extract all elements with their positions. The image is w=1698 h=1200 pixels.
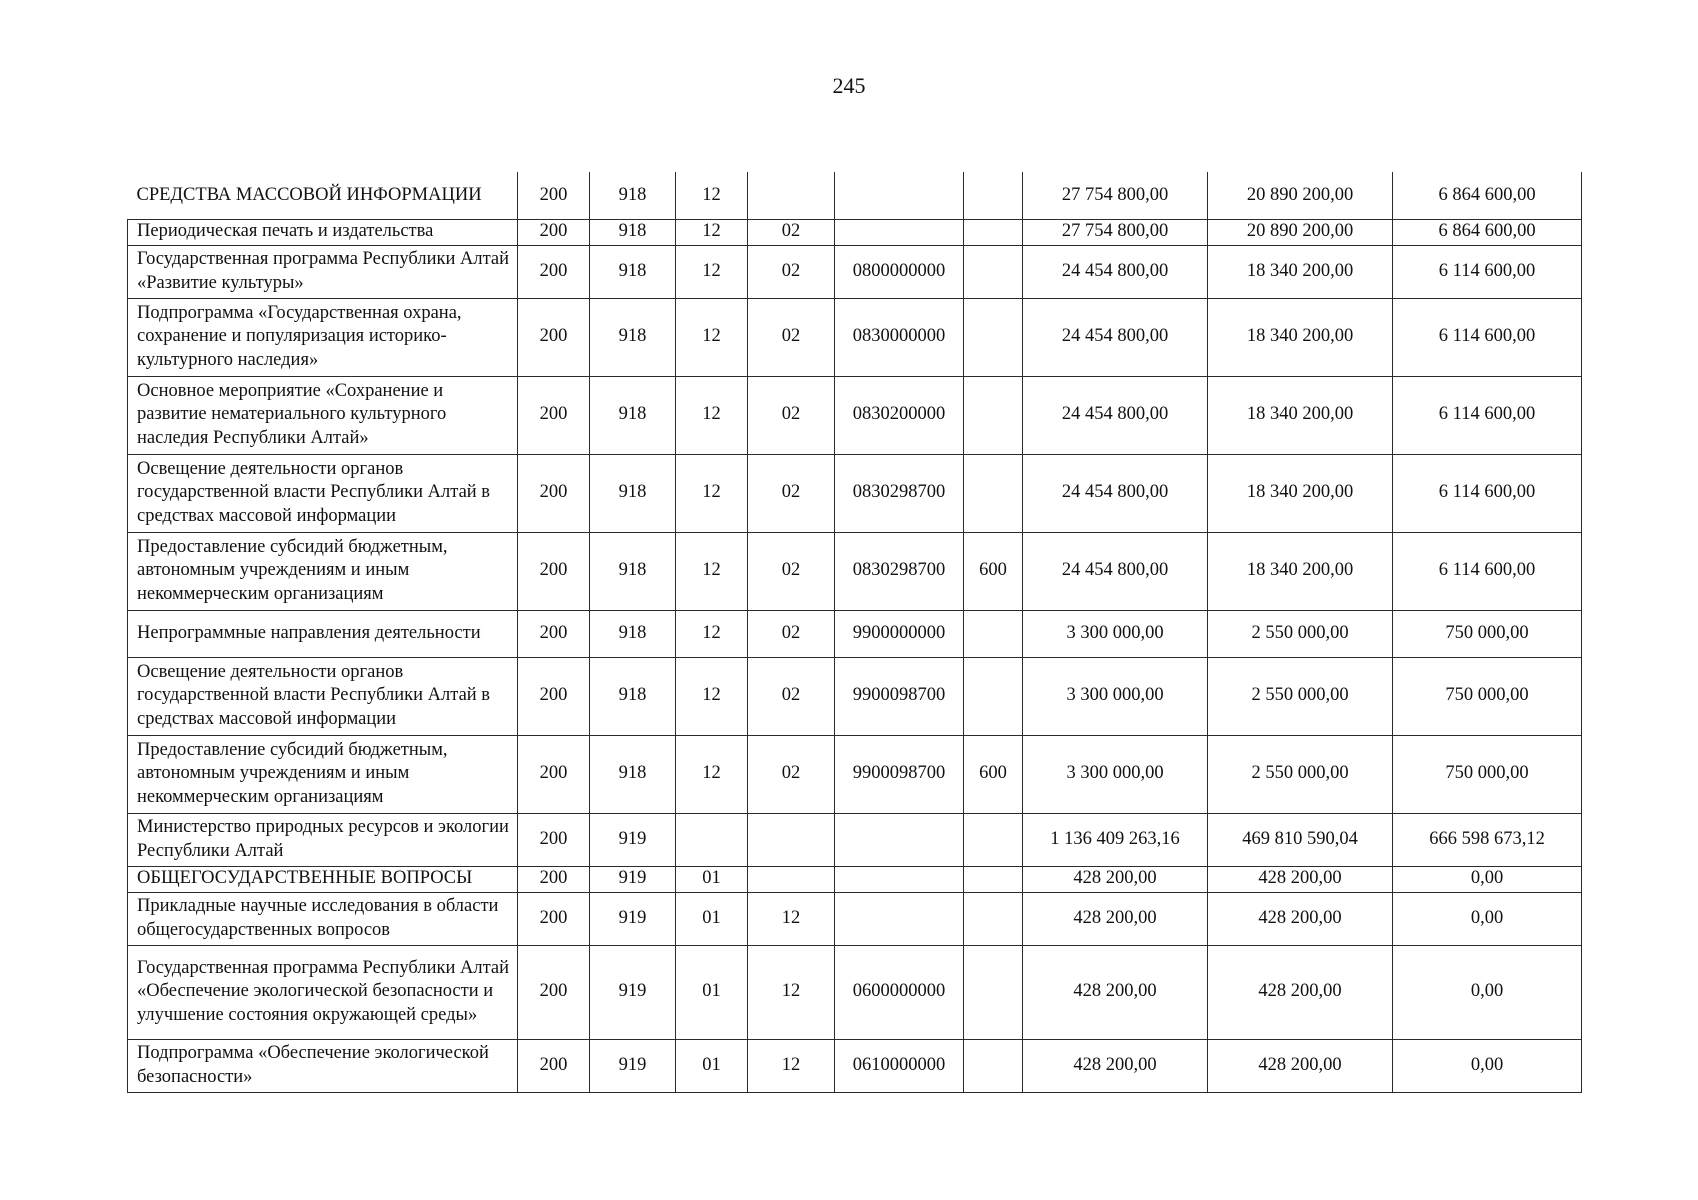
cell-code-2: 918 (590, 172, 676, 219)
cell-code-4: 02 (748, 376, 835, 454)
table-row (128, 219, 1582, 245)
cell-amount-1: 3 300 000,00 (1023, 657, 1208, 735)
cell-code-6 (964, 657, 1023, 735)
cell-code-2: 918 (590, 454, 676, 532)
cell-code-1: 200 (518, 172, 590, 219)
cell-amount-1: 27 754 800,00 (1023, 172, 1208, 219)
row-name: Периодическая печать и издательства (128, 219, 518, 245)
cell-amount-3: 666 598 673,12 (1393, 813, 1582, 866)
cell-amount-2: 428 200,00 (1208, 1039, 1393, 1092)
table-row (128, 245, 1582, 298)
cell-amount-2: 2 550 000,00 (1208, 735, 1393, 813)
cell-code-5 (835, 866, 964, 892)
cell-code-4: 02 (748, 610, 835, 657)
cell-code-3: 12 (676, 454, 748, 532)
cell-amount-1: 24 454 800,00 (1023, 298, 1208, 376)
cell-code-5: 0600000000 (835, 945, 964, 1039)
cell-amount-3: 6 114 600,00 (1393, 532, 1582, 610)
cell-code-4 (748, 813, 835, 866)
cell-amount-3: 6 114 600,00 (1393, 245, 1582, 298)
cell-code-6 (964, 172, 1023, 219)
cell-code-5: 0830200000 (835, 376, 964, 454)
cell-code-2: 919 (590, 866, 676, 892)
table-row (128, 657, 1582, 735)
row-name: Предоставление субсидий бюджетным, автономным учреждениям и иным некоммерческим организациям (128, 735, 518, 813)
cell-code-5: 9900098700 (835, 657, 964, 735)
row-name: Непрограммные направления деятельности (128, 610, 518, 657)
table-row (128, 610, 1582, 657)
table-row (128, 532, 1582, 610)
cell-amount-1: 24 454 800,00 (1023, 454, 1208, 532)
table-row (128, 945, 1582, 1039)
cell-code-3: 12 (676, 532, 748, 610)
cell-code-6 (964, 454, 1023, 532)
cell-amount-1: 428 200,00 (1023, 945, 1208, 1039)
table-row (128, 813, 1582, 866)
row-name: ОБЩЕГОСУДАРСТВЕННЫЕ ВОПРОСЫ (128, 866, 518, 892)
cell-code-4 (748, 866, 835, 892)
cell-code-4: 02 (748, 735, 835, 813)
cell-code-5: 0830000000 (835, 298, 964, 376)
cell-amount-3: 6 114 600,00 (1393, 454, 1582, 532)
cell-code-2: 918 (590, 735, 676, 813)
cell-code-2: 919 (590, 1039, 676, 1092)
cell-code-1: 200 (518, 454, 590, 532)
cell-amount-2: 18 340 200,00 (1208, 454, 1393, 532)
cell-code-1: 200 (518, 657, 590, 735)
row-name: Освещение деятельности органов государственной власти Республики Алтай в средствах массовой информации (128, 454, 518, 532)
cell-amount-2: 18 340 200,00 (1208, 376, 1393, 454)
cell-code-3: 12 (676, 298, 748, 376)
cell-amount-2: 428 200,00 (1208, 866, 1393, 892)
cell-code-2: 918 (590, 532, 676, 610)
cell-amount-3: 750 000,00 (1393, 610, 1582, 657)
cell-code-1: 200 (518, 866, 590, 892)
cell-code-6 (964, 245, 1023, 298)
cell-amount-1: 428 200,00 (1023, 892, 1208, 945)
cell-code-6 (964, 298, 1023, 376)
page-number: 245 (832, 73, 866, 98)
cell-code-2: 918 (590, 376, 676, 454)
cell-code-4: 02 (748, 245, 835, 298)
row-name: Министерство природных ресурсов и экологии Республики Алтай (128, 813, 518, 866)
cell-code-3: 01 (676, 892, 748, 945)
row-name: Государственная программа Республики Алтай «Развитие культуры» (128, 245, 518, 298)
cell-code-5: 9900098700 (835, 735, 964, 813)
cell-code-1: 200 (518, 376, 590, 454)
cell-code-1: 200 (518, 735, 590, 813)
cell-code-4: 12 (748, 945, 835, 1039)
cell-code-1: 200 (518, 610, 590, 657)
cell-code-6: 600 (964, 532, 1023, 610)
cell-code-3: 12 (676, 657, 748, 735)
cell-code-5 (835, 892, 964, 945)
row-name: Прикладные научные исследования в области общегосударственных вопросов (128, 892, 518, 945)
cell-code-6 (964, 376, 1023, 454)
cell-code-2: 918 (590, 298, 676, 376)
cell-amount-2: 18 340 200,00 (1208, 532, 1393, 610)
row-name: Основное мероприятие «Сохранение и развитие нематериального культурного наследия Республики Алтай» (128, 376, 518, 454)
cell-code-4: 02 (748, 532, 835, 610)
cell-amount-1: 27 754 800,00 (1023, 219, 1208, 245)
cell-code-1: 200 (518, 245, 590, 298)
cell-amount-3: 0,00 (1393, 866, 1582, 892)
cell-amount-2: 428 200,00 (1208, 892, 1393, 945)
cell-amount-3: 750 000,00 (1393, 657, 1582, 735)
cell-code-4 (748, 172, 835, 219)
cell-code-3 (676, 813, 748, 866)
cell-code-4: 02 (748, 219, 835, 245)
cell-amount-1: 3 300 000,00 (1023, 735, 1208, 813)
cell-code-1: 200 (518, 219, 590, 245)
row-name: Подпрограмма «Государственная охрана, сохранение и популяризация историко-культурного наследия» (128, 298, 518, 376)
cell-amount-2: 18 340 200,00 (1208, 298, 1393, 376)
cell-code-1: 200 (518, 1039, 590, 1092)
cell-code-6 (964, 813, 1023, 866)
cell-code-3: 01 (676, 866, 748, 892)
cell-amount-3: 6 864 600,00 (1393, 219, 1582, 245)
cell-code-6 (964, 1039, 1023, 1092)
table-row (128, 172, 1582, 219)
cell-code-5: 0830298700 (835, 532, 964, 610)
cell-code-4: 02 (748, 298, 835, 376)
cell-code-3: 12 (676, 735, 748, 813)
cell-code-3: 12 (676, 610, 748, 657)
table-row (128, 376, 1582, 454)
cell-code-1: 200 (518, 532, 590, 610)
row-name: Подпрограмма «Обеспечение экологической безопасности» (128, 1039, 518, 1092)
cell-code-1: 200 (518, 892, 590, 945)
cell-code-6: 600 (964, 735, 1023, 813)
cell-amount-2: 18 340 200,00 (1208, 245, 1393, 298)
cell-code-2: 919 (590, 892, 676, 945)
table-row (128, 892, 1582, 945)
cell-amount-2: 2 550 000,00 (1208, 610, 1393, 657)
cell-code-1: 200 (518, 298, 590, 376)
cell-amount-2: 469 810 590,04 (1208, 813, 1393, 866)
cell-amount-1: 428 200,00 (1023, 866, 1208, 892)
cell-code-5: 0800000000 (835, 245, 964, 298)
cell-code-6 (964, 219, 1023, 245)
budget-table (127, 172, 1582, 1093)
cell-code-4: 02 (748, 657, 835, 735)
table-row (128, 298, 1582, 376)
table-row (128, 735, 1582, 813)
cell-amount-1: 1 136 409 263,16 (1023, 813, 1208, 866)
cell-code-2: 918 (590, 219, 676, 245)
cell-code-5 (835, 813, 964, 866)
cell-amount-3: 0,00 (1393, 1039, 1582, 1092)
table-body (128, 172, 1582, 1092)
cell-amount-3: 6 114 600,00 (1393, 298, 1582, 376)
cell-code-1: 200 (518, 945, 590, 1039)
cell-amount-1: 24 454 800,00 (1023, 245, 1208, 298)
cell-amount-1: 3 300 000,00 (1023, 610, 1208, 657)
cell-amount-3: 750 000,00 (1393, 735, 1582, 813)
cell-amount-1: 24 454 800,00 (1023, 376, 1208, 454)
cell-amount-2: 428 200,00 (1208, 945, 1393, 1039)
cell-code-3: 12 (676, 172, 748, 219)
cell-code-2: 918 (590, 610, 676, 657)
cell-code-5: 0610000000 (835, 1039, 964, 1092)
cell-code-3: 12 (676, 376, 748, 454)
row-name: Освещение деятельности органов государственной власти Республики Алтай в средствах массовой информации (128, 657, 518, 735)
cell-amount-3: 0,00 (1393, 945, 1582, 1039)
cell-code-6 (964, 945, 1023, 1039)
cell-amount-3: 0,00 (1393, 892, 1582, 945)
cell-amount-3: 6 114 600,00 (1393, 376, 1582, 454)
cell-code-3: 12 (676, 219, 748, 245)
cell-code-5: 0830298700 (835, 454, 964, 532)
cell-code-2: 918 (590, 245, 676, 298)
cell-amount-2: 2 550 000,00 (1208, 657, 1393, 735)
cell-code-4: 12 (748, 892, 835, 945)
cell-amount-1: 24 454 800,00 (1023, 532, 1208, 610)
cell-code-5 (835, 172, 964, 219)
row-name: Государственная программа Республики Алтай «Обеспечение экологической безопасности и улучшение состояния окружающей среды» (128, 945, 518, 1039)
cell-code-3: 12 (676, 245, 748, 298)
cell-code-2: 918 (590, 657, 676, 735)
cell-code-2: 919 (590, 813, 676, 866)
cell-code-3: 01 (676, 1039, 748, 1092)
cell-amount-2: 20 890 200,00 (1208, 219, 1393, 245)
cell-code-4: 02 (748, 454, 835, 532)
table-row (128, 454, 1582, 532)
cell-code-3: 01 (676, 945, 748, 1039)
table-row (128, 866, 1582, 892)
row-name: СРЕДСТВА МАССОВОЙ ИНФОРМАЦИИ (128, 172, 518, 219)
cell-code-1: 200 (518, 813, 590, 866)
cell-code-6 (964, 866, 1023, 892)
cell-amount-2: 20 890 200,00 (1208, 172, 1393, 219)
cell-code-5: 9900000000 (835, 610, 964, 657)
table-row (128, 1039, 1582, 1092)
cell-code-5 (835, 219, 964, 245)
cell-code-6 (964, 892, 1023, 945)
cell-code-6 (964, 610, 1023, 657)
cell-code-2: 919 (590, 945, 676, 1039)
row-name: Предоставление субсидий бюджетным, автономным учреждениям и иным некоммерческим организациям (128, 532, 518, 610)
cell-amount-1: 428 200,00 (1023, 1039, 1208, 1092)
cell-code-4: 12 (748, 1039, 835, 1092)
cell-amount-3: 6 864 600,00 (1393, 172, 1582, 219)
